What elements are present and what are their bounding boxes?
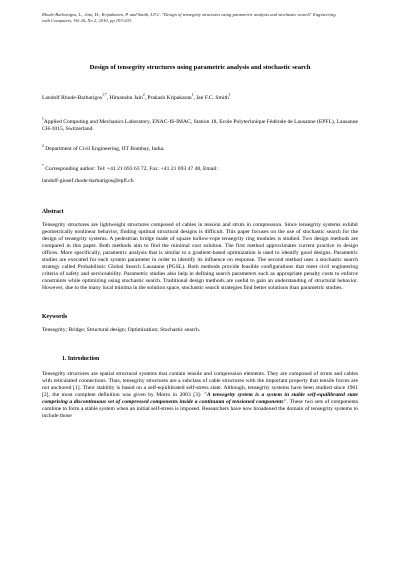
intro-text-part: . These two sets of components combine to form a stable system when an initial self-stress is imposed. Researchers have now broadened the domain of tensegrity systems to include those [42, 399, 358, 420]
affiliation-2 [42, 143, 358, 153]
email-address: landolf-giosef.rhode-barbarigos@epfl.ch [42, 178, 134, 185]
author-name: Ian F.C. Smith [196, 94, 229, 101]
author-name: Prakash Kripakaran [147, 94, 192, 101]
author-sup: 1 [228, 93, 231, 97]
affiliation-sup: 1 [42, 116, 44, 121]
abstract-heading: Abstract [42, 209, 64, 216]
author-sup: 1 [191, 93, 194, 97]
corresponding-author [42, 163, 358, 173]
author-name: Landolf Rhode-Barbarigos [42, 94, 103, 101]
affiliation-text: Applied Computing and Mechanics Laboratory, ENAC-IS-IMAC, Station 18, Ecole Polytechnique Fédérale de Lausanne (EPFL), Lausanne CH-1015, Switzerland. [42, 118, 358, 132]
affiliation-text: Corresponding author: Tel: +41 21 693 63 72, Fax: +41 21 693 47 48, Email: [43, 165, 218, 172]
introduction-text [42, 371, 358, 420]
affiliation-sup: 2 [42, 143, 44, 148]
affiliation-text: Department of Civil Engineering, IIT Bombay, India. [43, 145, 165, 152]
author-name: Himanshu Jain [109, 94, 143, 101]
introduction-heading: 1. Introduction [62, 356, 100, 363]
keywords-heading: Keywords [42, 314, 68, 321]
paper-title: Design of tensegrity structures using parametric analysis and stochastic search [89, 64, 311, 71]
author-sup: 2 [142, 93, 145, 97]
intro-text-part: Tensegrity structures are spatial structural systems that contain tensile and compression elements. They are composed of struts and cables with reticulated connections. Thus, tensegrity structures are a subclass of cable structures with the important property that tensile forces are not anchored [1]. Their stability is based on a self-equilibrated self-stress state. Although, tensegrity systems have been studied since 1961 [2], the most complete definition was given by Motro in 2003 [3]: [42, 371, 358, 399]
author-sup: 1,* [102, 93, 107, 97]
author-list [42, 92, 358, 102]
author-sep: , [106, 94, 110, 101]
affiliation-1 [42, 116, 358, 133]
motro-definition-quote: "A tensegrity system is a system in stable self-equilibrated state comprising a discontinuous set of compressed components inside a continuum of tensioned components" [42, 392, 358, 406]
abstract-text: Tensegrity structures are lightweight structures composed of cables in tension and struts in compression. Since tensegrity systems exhibit geometrically nonlinear behavior, finding optimal structural designs is difficult. This paper focuses on the use of stochastic search for the design of tensegrity systems. A pedestrian bridge made of square hollow-rope tensegrity ring modules is studied. Two design methods are compared in this paper. Both methods aim to find the minimal cost solution. The first method approximates current practice in design offices. More specifically, parametric analysis that is similar to a gradient-based optimization is used to identify good designs. Parametric studies are executed for each system parameter in order to identify its influence on response. The second method uses a stochastic search strategy called Probabilistic Global Search Lausanne (PGSL). Both methods provide feasible configurations that meet civil engineering criteria of safety and serviceability. Parametric studies also help in defining search parameters such as appropriate penalty costs to enforce constraints while optimizing using stochastic search. Traditional design methods are useful to gain an understanding of structural behavior. However, due to the many local minima in the solution space, stochastic search strategies find better solutions than parametric studies. [42, 222, 358, 292]
author-sep: , [193, 94, 197, 101]
keywords-text: Tensegrity; Bridge; Structural design; Optimization; Stochastic search. [42, 327, 201, 334]
affiliation-sup: * [42, 163, 44, 168]
running-header: Rhode-Barbarigos, L., Jain, H., Kripakaran, P. and Smith, I.F.C. "Design of tensegrity structures using parametric analysis and stochastic search" Engineering with Computers, Vol 26, No 2, 2010, pp 193-203. [42, 12, 336, 23]
author-sep: , [144, 94, 148, 101]
